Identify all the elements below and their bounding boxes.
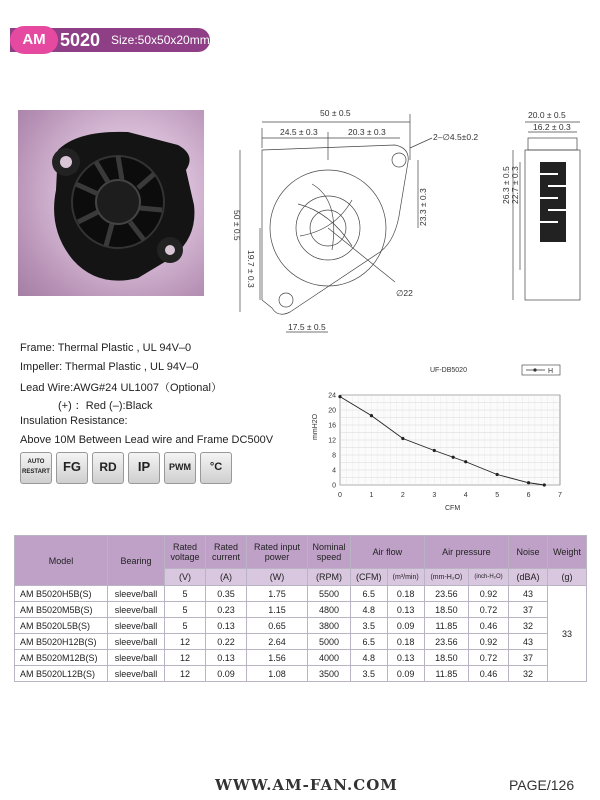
table-cell: 3.5 (351, 666, 388, 682)
data-point (496, 473, 499, 476)
spec-insulation: Above 10M Between Lead wire and Frame DC500V (20, 434, 274, 446)
col-noise: Noise (509, 536, 548, 569)
unit-mmh2o: (mm-H₂O) (424, 569, 468, 586)
spec-table (14, 535, 587, 682)
technical-drawing (220, 100, 590, 340)
table-cell: 5 (165, 602, 206, 618)
table-cell: 0.35 (206, 586, 247, 602)
dim-left: 24.5 ± 0.3 (280, 127, 318, 137)
model-cell: AM B5020H5B(S) (15, 586, 108, 602)
weight-cell: 33 (548, 586, 587, 682)
x-tick-label: 6 (526, 492, 531, 499)
table-cell: 12 (165, 650, 206, 666)
table-cell: 1.56 (247, 650, 308, 666)
table-cell: sleeve/ball (108, 618, 165, 634)
table-cell: 0.09 (206, 666, 247, 682)
unit-a: (A) (206, 569, 247, 586)
table-cell: 5 (165, 586, 206, 602)
table-cell: 4800 (308, 602, 351, 618)
table-cell: 0.72 (469, 650, 509, 666)
table-cell: 37 (509, 602, 548, 618)
table-cell: 0.13 (387, 650, 424, 666)
unit-dba: (dBA) (509, 569, 548, 586)
unit-v: (V) (165, 569, 206, 586)
website-url: WWW.AM-FAN.COM (215, 776, 398, 794)
y-tick-label: 0 (332, 482, 336, 490)
dim-hole: 2–∅4.5±0.2 (433, 132, 479, 142)
table-cell: 0.23 (206, 602, 247, 618)
table-cell: 0.92 (469, 634, 509, 650)
table-cell: sleeve/ball (108, 650, 165, 666)
table-cell: 11.85 (424, 666, 468, 682)
table-cell: 3500 (308, 666, 351, 682)
table-cell: 4.8 (351, 602, 388, 618)
table-cell: 43 (509, 634, 548, 650)
model-cell: AM B5020L12B(S) (15, 666, 108, 682)
col-bearing: Bearing (108, 536, 165, 586)
table-cell: 43 (509, 586, 548, 602)
side-w2: 16.2 ± 0.3 (533, 122, 571, 132)
dim-right: 20.3 ± 0.3 (348, 127, 386, 137)
side-h1: 26.3 ± 0.5 (501, 166, 511, 204)
y-tick-label: 20 (328, 407, 336, 415)
side-w1: 20.0 ± 0.5 (528, 110, 566, 120)
table-cell: 18.50 (424, 650, 468, 666)
spec-impeller: Impeller: Thermal Plastic , UL 94V–0 (20, 361, 199, 373)
x-tick-label: 4 (463, 492, 468, 499)
table-cell: sleeve/ball (108, 602, 165, 618)
x-tick-label: 3 (432, 492, 437, 499)
table-cell: 12 (165, 634, 206, 650)
model-number: 5020 (60, 30, 101, 50)
dim-17: 17.5 ± 0.5 (288, 322, 326, 332)
data-point (338, 395, 341, 398)
table-cell: 12 (165, 666, 206, 682)
legend-label: H (548, 368, 554, 375)
table-cell: 11.85 (424, 618, 468, 634)
dim-dia: ∅22 (396, 288, 413, 298)
data-point (401, 437, 404, 440)
table-cell: 6.5 (351, 634, 388, 650)
brand-badge: AM (10, 26, 58, 54)
data-point (433, 449, 436, 452)
table-cell: 2.64 (247, 634, 308, 650)
x-tick-label: 1 (369, 492, 374, 499)
unit-g: (g) (548, 569, 587, 586)
y-tick-label: 4 (332, 467, 336, 475)
table-row (15, 586, 587, 602)
table-cell: 3800 (308, 618, 351, 634)
blower-fan-icon (18, 110, 204, 296)
table-cell: 1.75 (247, 586, 308, 602)
pwm-icon: PWM (164, 452, 196, 484)
table-cell: 0.13 (206, 650, 247, 666)
unit-rpm: (RPM) (308, 569, 351, 586)
table-cell: 4000 (308, 650, 351, 666)
table-row (15, 618, 587, 634)
table-cell: 0.09 (387, 618, 424, 634)
model-cell: AM B5020M12B(S) (15, 650, 108, 666)
table-cell: 18.50 (424, 602, 468, 618)
ip-icon: IP (128, 452, 160, 484)
data-point (464, 460, 467, 463)
data-point (452, 456, 455, 459)
unit-w: (W) (247, 569, 308, 586)
table-cell: 5000 (308, 634, 351, 650)
x-axis-label: CFM (445, 505, 461, 512)
product-photo (18, 110, 204, 296)
table-cell: 0.46 (469, 666, 509, 682)
spec-polarity: (+) ：Red (–):Black (58, 400, 153, 412)
table-cell: 0.18 (387, 586, 424, 602)
model-cell: AM B5020H12B(S) (15, 634, 108, 650)
table-row (15, 634, 587, 650)
col-speed: Nominal speed (308, 536, 351, 569)
table-cell: 23.56 (424, 586, 468, 602)
unit-m3min: (m³/min) (387, 569, 424, 586)
y-tick-label: 24 (328, 392, 336, 400)
rd-icon: RD (92, 452, 124, 484)
data-point (543, 483, 546, 486)
x-tick-label: 0 (338, 492, 342, 499)
dim-width: 50 ± 0.5 (320, 108, 351, 118)
auto-restart-icon: AUTO RESTART (20, 452, 52, 484)
table-cell: 5 (165, 618, 206, 634)
table-cell: sleeve/ball (108, 586, 165, 602)
table-row (15, 650, 587, 666)
x-tick-label: 7 (558, 492, 562, 499)
table-cell: 32 (509, 666, 548, 682)
table-cell: 0.13 (206, 618, 247, 634)
table-cell: 32 (509, 618, 548, 634)
x-tick-label: 2 (400, 492, 405, 499)
fg-icon: FG (56, 452, 88, 484)
data-point (370, 414, 373, 417)
table-cell: 0.92 (469, 586, 509, 602)
table-cell: 3.5 (351, 618, 388, 634)
data-point (527, 481, 530, 484)
table-row (15, 602, 587, 618)
dim-height: 50 ± 0.5 (232, 210, 242, 241)
table-cell: 4.8 (351, 650, 388, 666)
model-cell: AM B5020M5B(S) (15, 602, 108, 618)
y-tick-label: 8 (332, 452, 336, 460)
table-cell: 23.56 (424, 634, 468, 650)
table-row (15, 666, 587, 682)
col-voltage: Rated voltage (165, 536, 206, 569)
table-cell: sleeve/ball (108, 634, 165, 650)
page-number: PAGE/126 (509, 777, 575, 793)
dim-23: 23.3 ± 0.3 (418, 188, 428, 226)
table-cell: 0.72 (469, 602, 509, 618)
table-cell: 0.13 (387, 602, 424, 618)
col-pressure: Air pressure (424, 536, 508, 569)
table-cell: 1.15 (247, 602, 308, 618)
size-label: Size:50x50x20mm (111, 33, 210, 47)
spec-frame: Frame: Thermal Plastic , UL 94V–0 (20, 342, 192, 354)
chart-legend (522, 365, 560, 375)
col-power: Rated input power (247, 536, 308, 569)
table-cell: 1.08 (247, 666, 308, 682)
unit-inchh2o: (inch-H₂O) (469, 569, 509, 586)
model-cell: AM B5020L5B(S) (15, 618, 108, 634)
table-cell: 6.5 (351, 586, 388, 602)
table-cell: 0.09 (387, 666, 424, 682)
x-tick-label: 5 (495, 492, 500, 499)
pq-chart (305, 360, 595, 520)
col-model: Model (15, 536, 108, 586)
unit-cfm: (CFM) (351, 569, 388, 586)
table-cell: 0.22 (206, 634, 247, 650)
table-cell: 5500 (308, 586, 351, 602)
table-cell: 0.18 (387, 634, 424, 650)
table-cell: sleeve/ball (108, 666, 165, 682)
chart-title: UF-DB5020 (430, 367, 467, 374)
spec-insulation-title: Insulation Resistance: (20, 415, 128, 427)
y-tick-label: 16 (328, 422, 336, 430)
temperature-icon: °C (200, 452, 232, 484)
col-current: Rated current (206, 536, 247, 569)
side-h2: 22.7 ± 0.3 (510, 166, 520, 204)
table-cell: 37 (509, 650, 548, 666)
col-weight: Weight (548, 536, 587, 569)
spec-lead-wire: Lead Wire:AWG#24 UL1007（Optional） (20, 382, 222, 394)
table-cell: 0.46 (469, 618, 509, 634)
y-axis-label: mmH2O (312, 413, 319, 440)
dim-19: 19.7 ± 0.3 (246, 250, 256, 288)
y-tick-label: 12 (328, 437, 336, 445)
col-airflow: Air flow (351, 536, 425, 569)
table-cell: 0.65 (247, 618, 308, 634)
